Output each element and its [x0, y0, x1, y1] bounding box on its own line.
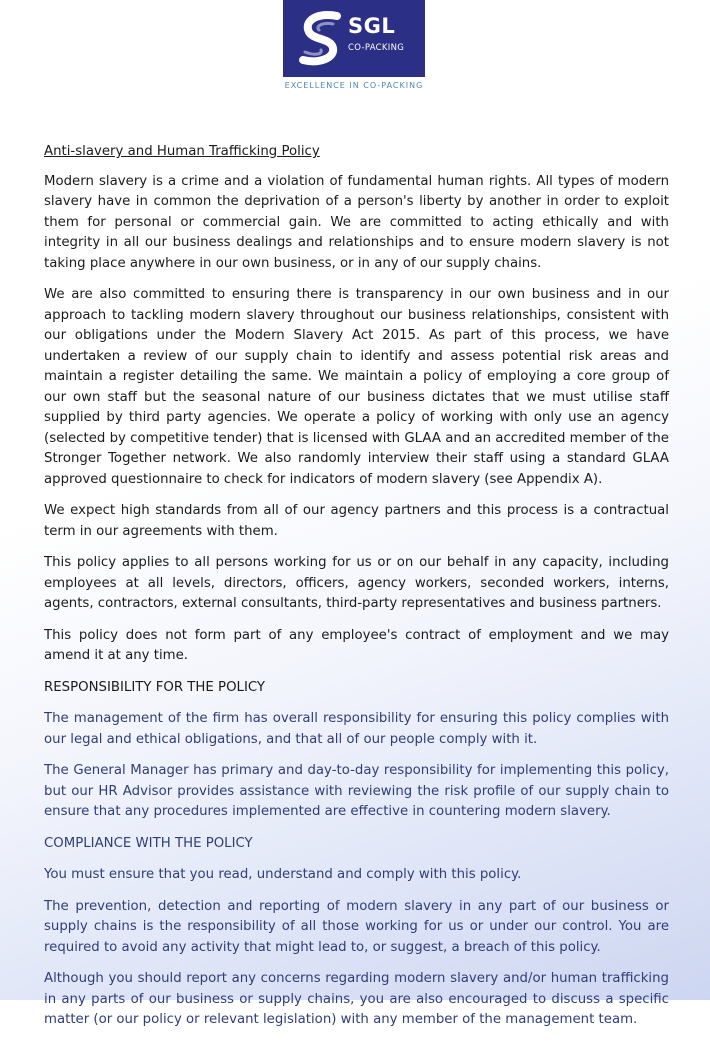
- paragraph-comply: You must ensure that you read, understand and comply with this policy.: [44, 867, 522, 882]
- document-title: Anti-slavery and Human Trafficking Policy: [44, 144, 320, 159]
- swirl-logo-icon: [297, 10, 343, 68]
- paragraph-contract-note: This policy does not form part of any employee's contract of employment and we may amend it at any time.: [44, 627, 669, 663]
- company-logo: [283, 0, 425, 77]
- paragraph-intro: Modern slavery is a crime and a violation of fundamental human rights. All types of modern slavery have in common the deprivation of a person's liberty by another in order to exploit them for personal or commercial gain. We are committed to acting ethically and with integrity in all our business dealings and relationships and to ensure modern slavery is not taking place anywhere in our own business, or in any of our supply chains.: [44, 173, 669, 271]
- paragraph-reporting: Although you should report any concerns regarding modern slavery and/or human trafficking in any parts of our business or supply chains, you are also encouraged to discuss a specific matter (or our policy or relevant legislation) with any member of the management team.: [44, 971, 669, 1027]
- section-heading-compliance: COMPLIANCE WITH THE POLICY: [44, 835, 253, 851]
- paragraph-scope: This policy applies to all persons working for us or on our behalf in any capacity, including employees at all levels, directors, officers, agency workers, seconded workers, interns, agents, contractors, external consultants, third-party representatives and business partners.: [44, 555, 669, 611]
- paragraph-prevention: The prevention, detection and reporting of modern slavery in any part of our business or supply chains is the responsibility of all those working for us or under our control. You are required to avoid any activity that might lead to, or suggest, a breach of this policy.: [44, 898, 669, 955]
- section-heading-responsibility: RESPONSIBILITY FOR THE POLICY: [44, 679, 266, 695]
- logo-subtitle: CO-PACKING: [348, 43, 405, 53]
- logo-tagline: EXCELLENCE IN CO-PACKING: [284, 81, 424, 90]
- logo-brand-text: SGL: [348, 14, 396, 38]
- paragraph-management-responsibility: The management of the firm has overall responsibility for ensuring this policy complies with our legal and ethical obligations, and that all of our people comply with it.: [44, 711, 669, 747]
- policy-document: [44, 142, 669, 1042]
- page-header: [0, 0, 710, 100]
- paragraph-transparency: We are also committed to ensuring there is transparency in our own business and in our approach to tackling modern slavery throughout our business relationships, consistent with our obligations under the Modern Slavery Act 2015. As part of this process, we have undertaken a review of our supply chain to identify and assess potential risk areas and maintain a register detailing the same. We maintain a policy of employing a core group of our own staff but the seasonal nature of our business dictates that we must utilise staff supplied by third party agencies. We operate a policy of working with only use an agency (selected by competitive tender) that is licensed with GLAA and an accredited member of the Stronger Together network. We also randomly interview their staff using a standard GLAA approved questionnaire to check for indicators of modern slavery (see Appendix A).: [44, 287, 669, 487]
- paragraph-general-manager: The General Manager has primary and day-to-day responsibility for implementing this policy, but our HR Advisor provides assistance with reviewing the risk profile of our supply chain to ensure that any procedures implemented are effective in countering modern slavery.: [44, 763, 669, 819]
- paragraph-agency-standards: We expect high standards from all of our agency partners and this process is a contractual term in our agreements with them.: [44, 503, 669, 539]
